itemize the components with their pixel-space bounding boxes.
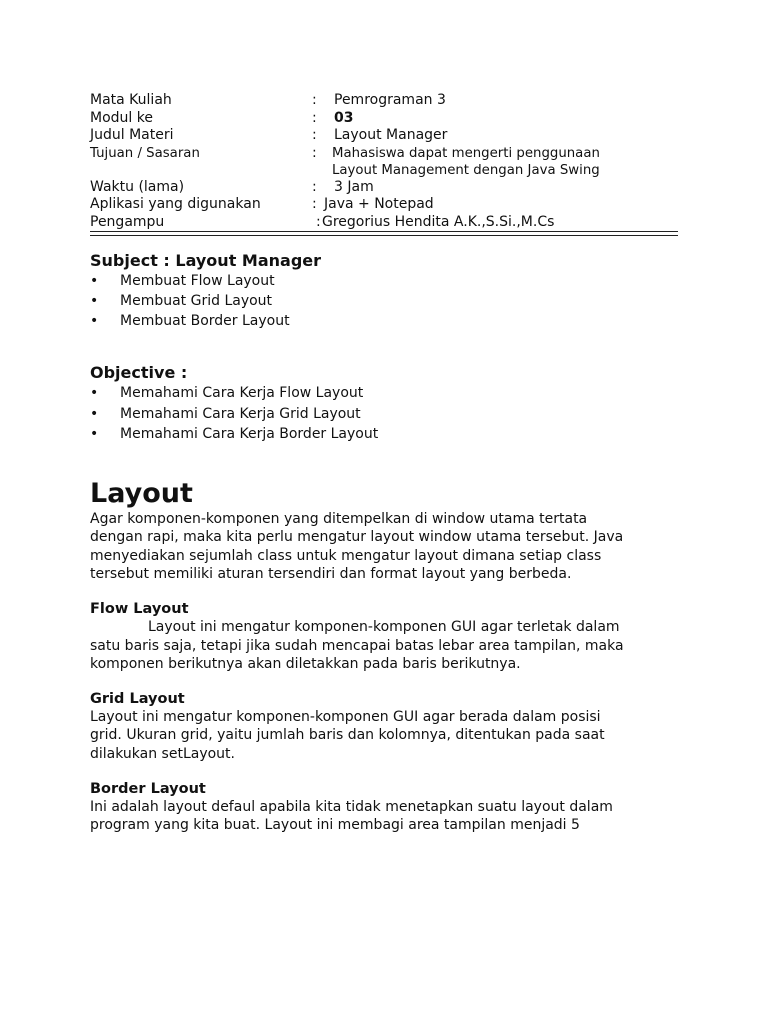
meta-row-pengampu	[90, 214, 678, 232]
meta-row-judul-materi	[90, 127, 678, 145]
meta-sep: :	[312, 178, 317, 195]
meta-value: Mahasiswa dapat mengerti penggunaan Layout Management dengan Java Swing	[332, 145, 600, 178]
list-item: • Membuat Grid Layout	[90, 291, 680, 311]
grid-line: Layout ini mengatur komponen-komponen GUI agar berada dalam posisi	[90, 709, 601, 726]
meta-key: Waktu (lama)	[90, 178, 185, 195]
border-layout-title: Border Layout	[90, 780, 206, 797]
meta-key: Modul ke	[90, 109, 153, 126]
meta-key: Tujuan / Sasaran	[90, 145, 200, 161]
layout-heading: Layout	[90, 478, 193, 510]
meta-value: Java + Notepad	[324, 196, 434, 212]
list-item: • Membuat Flow Layout	[90, 271, 680, 291]
meta-key: Pengampu	[90, 213, 165, 230]
meta-key: Aplikasi yang digunakan	[90, 196, 261, 212]
meta-sep: :	[312, 127, 317, 143]
flow-line: satu baris saja, tetapi jika sudah mencapai batas lebar area tampilan, maka	[90, 637, 624, 654]
grid-layout-title: Grid Layout	[90, 690, 185, 707]
intro-line: dengan rapi, maka kita perlu mengatur layout window utama tersebut. Java	[90, 529, 624, 546]
document-page	[90, 92, 680, 834]
subject-list	[90, 271, 680, 332]
grid-layout-text	[90, 708, 680, 763]
meta-key: Judul Materi	[90, 127, 174, 143]
meta-value: 3 Jam	[334, 178, 374, 195]
layout-intro	[90, 510, 680, 583]
intro-line: Agar komponen-komponen yang ditempelkan di window utama tertata	[90, 511, 588, 528]
meta-key: Mata Kuliah	[90, 92, 172, 108]
meta-sep: :	[312, 92, 317, 108]
meta-sep: :	[316, 213, 321, 230]
flow-layout-title: Flow Layout	[90, 601, 189, 618]
border-line: Ini adalah layout defaul apabila kita tidak menetapkan suatu layout dalam	[90, 798, 613, 815]
meta-sep: :	[312, 144, 317, 161]
objective-title: Objective :	[90, 363, 188, 383]
meta-value: 03	[334, 109, 354, 126]
meta-value: Gregorius Hendita A.K.,S.Si.,M.Cs	[322, 213, 555, 230]
list-item: • Memahami Cara Kerja Flow Layout	[90, 383, 680, 403]
meta-row-tujuan	[90, 145, 678, 179]
meta-value: Layout Manager	[334, 127, 448, 143]
border-layout-text	[90, 798, 680, 834]
grid-line: dilakukan setLayout.	[90, 745, 235, 762]
list-item: • Memahami Cara Kerja Grid Layout	[90, 404, 680, 424]
objective-list	[90, 383, 680, 444]
list-item: • Memahami Cara Kerja Border Layout	[90, 424, 680, 444]
meta-value: Pemrograman 3	[334, 92, 446, 108]
meta-row-waktu	[90, 179, 678, 197]
intro-line: menyediakan sejumlah class untuk mengatur layout dimana setiap class	[90, 547, 602, 564]
intro-line: tersebut memiliki aturan tersendiri dan format layout yang berbeda.	[90, 565, 572, 582]
meta-row-aplikasi	[90, 196, 678, 214]
flow-layout-text	[90, 618, 680, 673]
subject-title: Subject : Layout Manager	[90, 250, 322, 270]
header-double-rule	[90, 231, 678, 236]
grid-line: grid. Ukuran grid, yaitu jumlah baris dan kolomnya, ditentukan pada saat	[90, 727, 605, 744]
flow-line: komponen berikutnya akan diletakkan pada baris berikutnya.	[90, 655, 521, 672]
border-line: program yang kita buat. Layout ini membagi area tampilan menjadi 5	[90, 817, 580, 834]
meta-row-modul-ke	[90, 110, 678, 128]
module-info-table	[90, 92, 678, 231]
meta-sep: :	[312, 196, 317, 212]
meta-row-mata-kuliah	[90, 92, 678, 110]
meta-sep: :	[312, 109, 317, 126]
flow-line: Layout ini mengatur komponen-komponen GUI agar terletak dalam	[148, 619, 620, 636]
list-item: • Membuat Border Layout	[90, 311, 680, 331]
